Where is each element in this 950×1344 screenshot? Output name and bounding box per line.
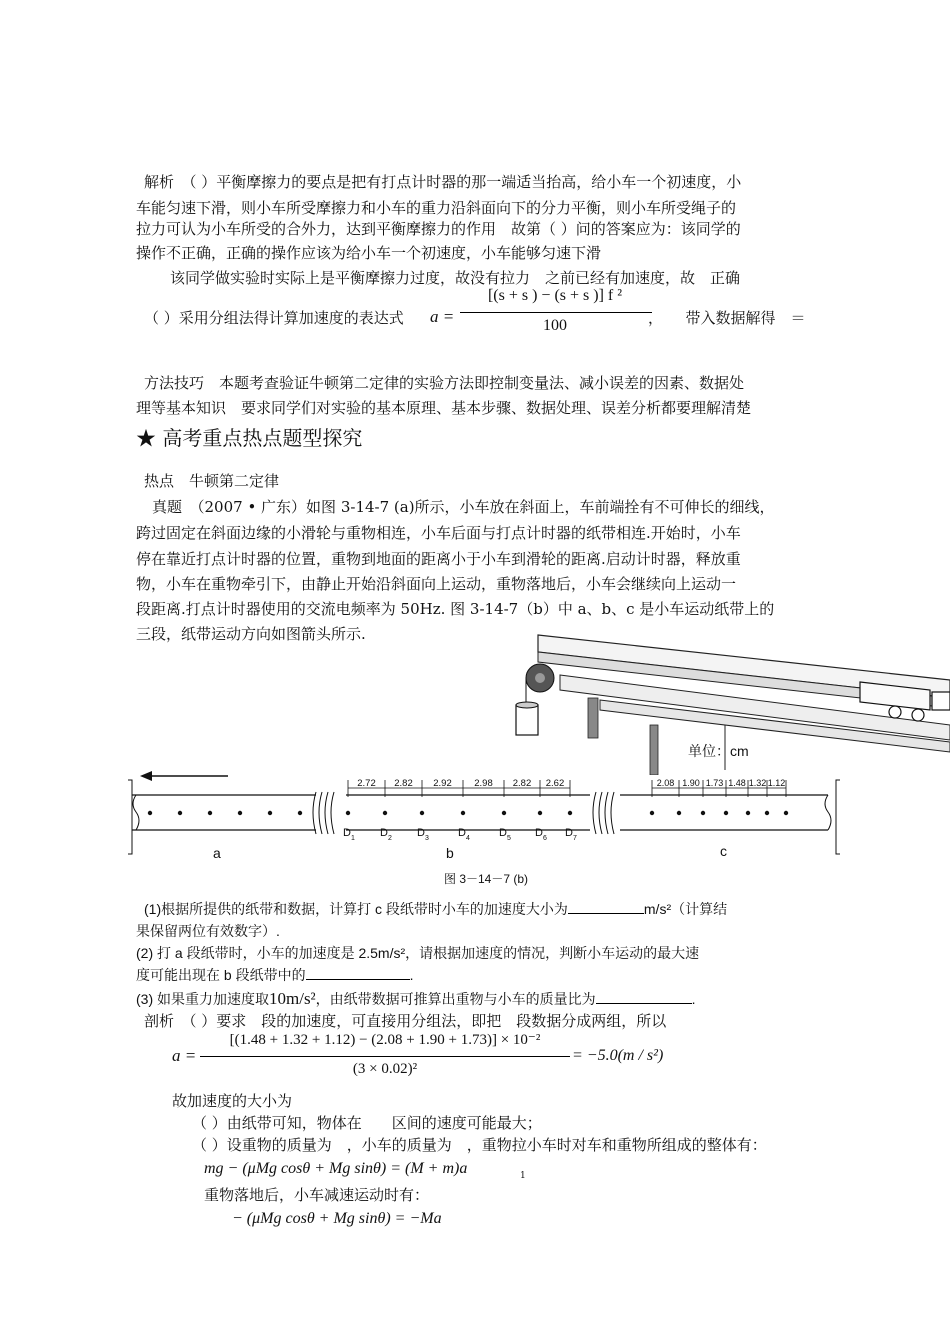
problem-line-6: 三段，纸带运动方向如图箭头所示.: [136, 625, 366, 643]
dot-label-subscript: 5: [507, 835, 511, 842]
dot-label-subscript: 2: [388, 835, 392, 842]
tape-dot-b: [420, 811, 424, 815]
paper-tape-figure: [120, 770, 850, 860]
segment-a-label: a: [213, 845, 221, 861]
tape-dot-b: [568, 811, 572, 815]
spacing-value-c: 1.90: [682, 778, 700, 788]
gravity-value: 10m/s²: [269, 989, 316, 1008]
formula-denominator: 100: [543, 317, 567, 334]
tape-dot-c: [677, 811, 681, 815]
tape-dot-c: [784, 811, 788, 815]
dot-label-d: D: [535, 827, 543, 839]
spacing-value-c: 1.32: [748, 778, 767, 788]
question-1-text: (1)根据所提供的纸带和数据，计算打 c 段纸带时小车的加速度大小为: [144, 901, 568, 917]
solution-line-3: （ ）由纸带可知，物体在 区间的速度可能最大；: [192, 1114, 542, 1132]
dot-label-subscript: 1: [351, 835, 355, 842]
segment-a-dots: [148, 811, 302, 815]
question-1-cont: 果保留两位有效数字）.: [136, 923, 280, 939]
dot-label-subscript: 4: [466, 835, 470, 842]
spacing-value-b: 2.82: [512, 778, 532, 789]
question-3-end: .: [691, 991, 696, 1007]
dot-label-d: D: [458, 827, 466, 839]
section-title: ★ 高考重点热点题型探究: [136, 426, 363, 450]
method-line-1: 方法技巧 本题考查验证牛顿第二定律的实验方法即控制变量法、减小误差的因素、数据处: [144, 374, 745, 392]
dot-label-d: D: [380, 827, 388, 839]
question-1-unit: m/s²（计算结: [643, 901, 728, 917]
unit-label: 单位：cm: [688, 743, 749, 759]
solution-eq-2-subscript: 1: [520, 1171, 526, 1181]
answer-blank-1[interactable]: [568, 897, 644, 914]
dot-label-d: D: [417, 827, 425, 839]
dot-label-subscript: 7: [573, 835, 577, 842]
question-2-end: .: [409, 967, 414, 983]
solution-line-5: 重物落地后，小车减速运动时有：: [204, 1186, 430, 1204]
formula-a: a =: [430, 307, 455, 326]
question-2-text: 度可能出现在 b 段纸带中的: [136, 967, 306, 983]
analysis-line-6-suffix: ， 带入数据解得 ＝: [648, 309, 806, 327]
tape-dot-b: [538, 811, 542, 815]
analysis-line-2: 车能匀速下滑，则小车所受摩擦力和小车的重力沿斜面向下的分力平衡，则小车所受绳子的: [136, 199, 737, 217]
dot-label-subscript: 3: [425, 835, 429, 842]
spacing-value-b: 2.72: [357, 778, 376, 789]
solution-line-1: 剖析 （ ）要求 段的加速度，可直接用分组法，即把 段数据分成两组，所以: [144, 1012, 667, 1030]
tape-dot-b: [346, 811, 350, 815]
solution-line-2: 故加速度的大小为: [172, 1092, 293, 1110]
spacing-value-b: 2.98: [474, 778, 493, 789]
analysis-line-5: 该同学做实验时实际上是平衡摩擦力过度，故没有拉力 之前已经有加速度，故 正确: [170, 269, 741, 287]
segment-c-measurements: [650, 778, 788, 815]
question-3-text: (3) 如果重力加速度取: [136, 991, 269, 1007]
figure-caption: 图 3－14－7 (b): [444, 872, 529, 886]
answer-blank-3[interactable]: [596, 987, 692, 1004]
spacing-value-c: 2.08: [656, 778, 675, 788]
solution-eq-a: a =: [172, 1046, 197, 1065]
analysis-line-1: 解析 （ ）平衡摩擦力的要点是把有打点计时器的那一端适当抬高，给小车一个初速度，小: [144, 173, 742, 191]
dot-label-d: D: [499, 827, 507, 839]
question-3-text-2: ，由纸带数据可推算出重物与小车的质量比为: [315, 991, 596, 1007]
tape-dot-b: [383, 811, 387, 815]
formula-fraction-line: [460, 312, 652, 313]
problem-line-2: 跨过固定在斜面边缘的小滑轮与重物相连，小车后面与打点计时器的纸带相连.开始时，小车: [136, 524, 741, 542]
solution-eq-2: mg − (μMg cosθ + Mg sinθ) = (M + m)a: [204, 1160, 468, 1177]
problem-line-1: 真题 （2007 • 广东）如图 3-14-7 (a)所示，小车放在斜面上，车前端拴有不可伸长的细线，: [152, 498, 775, 516]
problem-line-3: 停在靠近打点计时器的位置，重物到地面的距离小于小车到滑轮的距离.启动计时器，释放重: [136, 550, 741, 568]
question-2-line-1: (2) 打 a 段纸带时，小车的加速度是 2.5m/s²，请根据加速度的情况，判断小车运动的最大速: [136, 945, 700, 961]
tape-dot-c: [701, 811, 705, 815]
solution-eq-fraction-line: [200, 1056, 570, 1057]
dot-label-d: D: [343, 827, 351, 839]
method-line-2: 理等基本知识 要求同学们对实验的基本原理、基本步骤、数据处理、误差分析都要理解清楚: [136, 399, 752, 417]
segment-b-label: b: [446, 845, 454, 861]
segment-c-label: c: [720, 843, 727, 859]
question-2-line-2: [136, 962, 413, 988]
problem-line-4: 物，小车在重物牵引下，由静止开始沿斜面向上运动，重物落地后，小车会继续向上运动一: [136, 575, 737, 593]
solution-eq-denominator: (3 × 0.02)²: [352, 1061, 418, 1077]
solution-eq-result: = −5.0(m / s²): [572, 1047, 664, 1064]
spacing-value-c: 1.48: [728, 778, 746, 788]
formula-numerator: [(s + s ) − (s + s )] f ²: [487, 287, 623, 304]
analysis-line-4: 操作不正确，正确的操作应该为给小车一个初速度，小车能够匀速下滑: [136, 244, 602, 262]
dot-label-d: D: [565, 827, 573, 839]
solution-eq-numerator: [(1.48 + 1.32 + 1.12) − (2.08 + 1.90 + 1.73)] × 10⁻²: [229, 1032, 541, 1048]
tape-dot-c: [746, 811, 750, 815]
spacing-value-c: 1.12: [767, 778, 786, 788]
segment-b-measurements: [343, 778, 577, 842]
solution-line-4: （ ）设重物的质量为 ，小车的质量为 ，重物拉小车时对车和重物所组成的整体有：: [192, 1136, 767, 1154]
problem-line-5: 段距离.打点计时器使用的交流电频率为 50Hz. 图 3-14-7（b）中 a、b、c 是小车运动纸带上的: [136, 600, 775, 618]
tape-dot-b: [461, 811, 465, 815]
dot-label-subscript: 6: [543, 835, 547, 842]
analysis-line-3: 拉力可认为小车所受的合外力，达到平衡摩擦力的作用 故第（ ）问的答案应为：该同学的: [136, 220, 741, 238]
spacing-value-b: 2.82: [394, 778, 413, 789]
spacing-value-b: 2.92: [433, 778, 452, 789]
solution-eq-3: − (μMg cosθ + Mg sinθ) = −Ma: [232, 1210, 442, 1227]
direction-arrow-head: [140, 771, 152, 781]
tape-dot-c: [650, 811, 654, 815]
tape-dot-c: [724, 811, 728, 815]
spacing-value-b: 2.62: [545, 778, 565, 789]
spacing-value-c: 1.73: [705, 778, 724, 788]
analysis-line-6-prefix: （ ）采用分组法得计算加速度的表达式: [144, 309, 404, 327]
answer-blank-2[interactable]: [306, 963, 410, 980]
tape-dot-b: [502, 811, 506, 815]
hotspot-label: 热点 牛顿第二定律: [144, 472, 280, 490]
tape-dot-c: [765, 811, 769, 815]
